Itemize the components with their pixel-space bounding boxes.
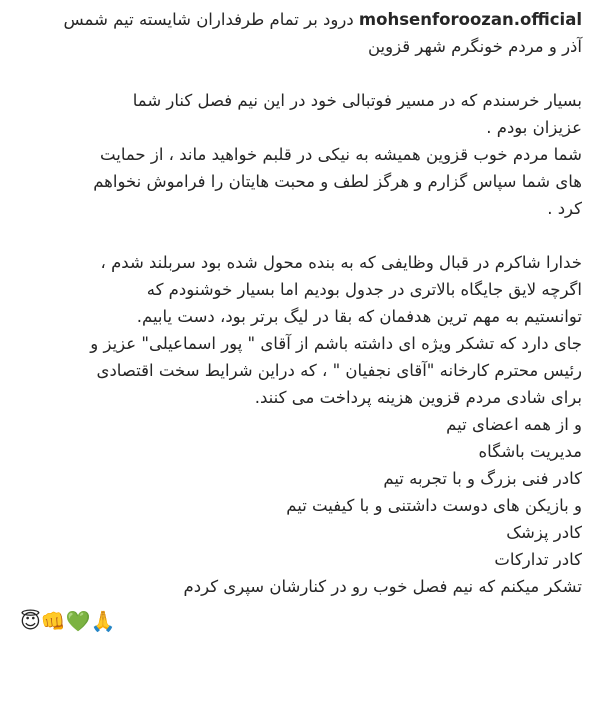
caption-block-greeting	[20, 33, 582, 60]
caption-block-acknowledgements	[20, 249, 582, 600]
caption-line: جای دارد که تشکر ویژه ای داشته باشم از آقای " پور اسماعیلی" عزیز و	[90, 334, 582, 353]
green-heart-icon: 💚	[65, 609, 91, 633]
caption-line: و از همه اعضای تیم	[446, 415, 582, 434]
caption-line: برای شادی مردم قزوین هزینه پرداخت می کنند.	[254, 388, 582, 407]
caption-line: اگرچه لایق جایگاه بالاتری در جدول بودیم اما بسیار خوشنودم که	[146, 280, 582, 299]
caption-line: کادر فنی بزرگ و با تجربه تیم	[383, 469, 582, 488]
caption-line: آذر و مردم خونگرم شهر قزوین	[368, 37, 582, 56]
caption-line: خدارا شاکرم در قبال وظایفی که به بنده محول شده بود سربلند شدم ،	[100, 253, 582, 272]
emoji-row	[20, 606, 582, 636]
caption-first-line-text: درود بر تمام طرفداران شایسته تیم شمس	[63, 10, 354, 29]
caption-line: کادر تدارکات	[494, 550, 582, 569]
caption-line: توانستیم به مهم ترین هدفمان که بقا در لیگ برتر بود، دست یابیم.	[136, 307, 582, 326]
caption-block-thanks	[20, 87, 582, 222]
paragraph-gap	[20, 60, 582, 87]
caption-line: تشکر میکنم که نیم فصل خوب رو در کنارشان سپری کردم	[183, 577, 582, 596]
caption-line: مدیریت باشگاه	[478, 442, 582, 461]
username-link[interactable]: mohsenforoozan.official	[358, 10, 582, 29]
caption-line: شما مردم خوب قزوین همیشه به نیکی در قلبم خواهید ماند ، از حمایت	[100, 145, 582, 164]
caption-line: رئیس محترم کارخانه "آقای نجفیان " ، که دراین شرایط سخت اقتصادی	[96, 361, 582, 380]
folded-hands-icon: 🙏	[90, 609, 116, 633]
caption-line: های شما سپاس گزارم و هرگز لطف و محبت هایتان را فراموش نخواهم	[93, 172, 582, 191]
fist-icon: 👊	[40, 609, 66, 633]
smiling-halo-icon: 😇	[20, 609, 41, 633]
caption-line: کرد .	[547, 199, 582, 218]
caption-line: عزیزان بودم .	[486, 118, 582, 137]
caption-line: کادر پزشک	[506, 523, 582, 542]
caption-line: و بازیکن های دوست داشتنی و با کیفیت تیم	[286, 496, 582, 515]
post-caption	[20, 6, 582, 600]
paragraph-gap	[20, 222, 582, 249]
caption-line: بسیار خرسندم که در مسیر فوتبالی خود در این نیم فصل کنار شما	[132, 91, 582, 110]
caption-line	[20, 6, 582, 33]
